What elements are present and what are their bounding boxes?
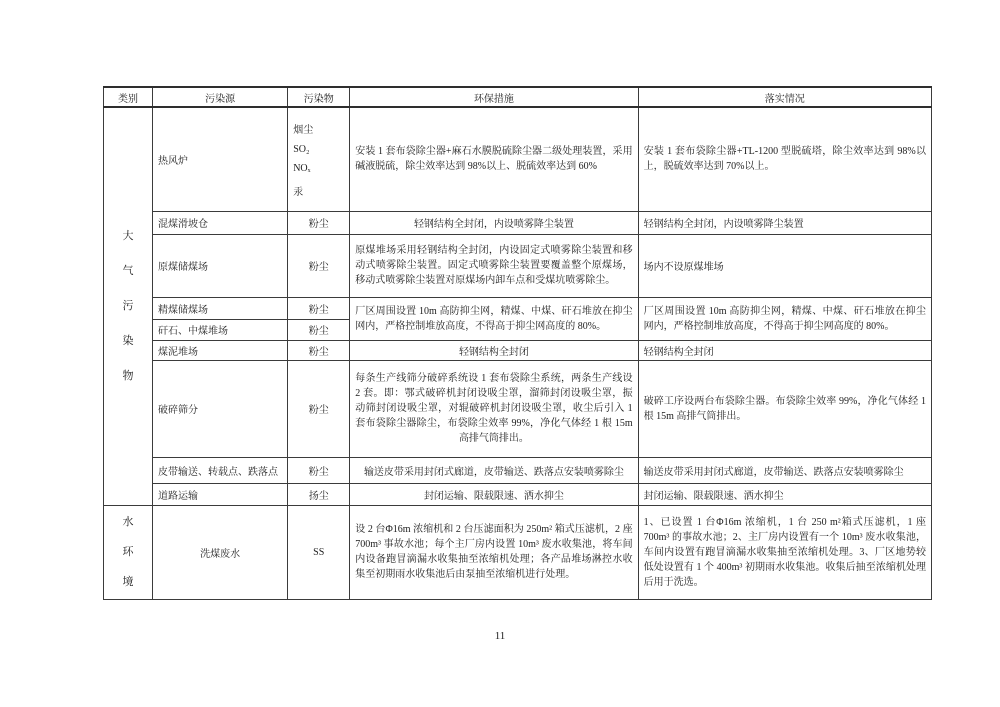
table-row (104, 340, 932, 360)
cell-pollutant: 粉尘 (288, 297, 350, 319)
cell-source: 洗煤废水 (153, 505, 288, 599)
table-row (104, 457, 932, 483)
cell-source: 破碎筛分 (153, 360, 288, 457)
cell-source: 混煤滑坡仓 (153, 211, 288, 234)
cell-source: 精煤储煤场 (153, 297, 288, 319)
cell-implementation: 输送皮带采用封闭式廊道，皮带输送、跌落点安装喷雾除尘 (638, 457, 931, 483)
cell-source: 原煤储煤场 (153, 234, 288, 297)
cell-measures-merged: 厂区周围设置 10m 高防抑尘网，精煤、中煤、矸石堆放在抑尘网内，严格控制堆放高度，不得高于抑尘网高度的 80%。 (350, 297, 638, 340)
header-implementation: 落实情况 (638, 87, 931, 107)
pollution-control-table (103, 86, 932, 600)
cell-measures: 轻钢结构全封闭，内设喷雾降尘装置 (350, 211, 638, 234)
header-measures: 环保措施 (350, 87, 638, 107)
cell-pollutant: 扬尘 (288, 483, 350, 505)
cell-measures: 设 2 台Φ16m 浓缩机和 2 台压滤面积为 250m² 箱式压滤机，2 座 700m³ 事故水池；每个主厂房内设置 10m³ 废水收集池，将车间内设备跑冒滴漏水收集抽至浓缩机处理；各产品堆场淋控水收集至初期雨水收集池后由泵抽至浓缩机进行处理。 (350, 505, 638, 599)
cell-measures: 输送皮带采用封闭式廊道，皮带输送、跌落点安装喷雾除尘 (350, 457, 638, 483)
table-row (104, 297, 932, 319)
cell-pollutant: 粉尘 (288, 211, 350, 234)
table-row (104, 107, 932, 211)
cell-measures: 封闭运输、限载限速、洒水抑尘 (350, 483, 638, 505)
table-header-row (104, 87, 932, 107)
cell-pollutant: SS (288, 505, 350, 599)
cell-pollutant: 粉尘 (288, 234, 350, 297)
cell-implementation: 轻钢结构全封闭 (638, 340, 931, 360)
header-pollutant: 污染物 (288, 87, 350, 107)
table-row (104, 505, 932, 599)
cell-pollutant: 粉尘 (288, 319, 350, 340)
cell-source: 煤泥堆场 (153, 340, 288, 360)
cell-measures: 轻钢结构全封闭 (350, 340, 638, 360)
cell-source: 道路运输 (153, 483, 288, 505)
table-row (104, 483, 932, 505)
cell-implementation: 安装 1 套布袋除尘器+TL-1200 型脱硫塔，除尘效率达到 98%以上，脱硫效率达到 70%以上。 (638, 107, 931, 211)
page-number: 11 (494, 630, 506, 642)
cell-source: 矸石、中煤堆场 (153, 319, 288, 340)
cell-source: 皮带输送、转载点、跌落点 (153, 457, 288, 483)
category-air-vertical-label: 大 气 污 染 物 (122, 229, 134, 382)
cell-source: 热风炉 (153, 107, 288, 211)
header-category: 类别 (104, 87, 153, 107)
cell-pollutant: 粉尘 (288, 360, 350, 457)
cell-measures: 每条生产线筛分破碎系统设 1 套布袋除尘系统，两条生产线设 2 套。即：鄂式破碎机封闭设吸尘罩，溜筛封闭设吸尘罩，振动筛封闭设吸尘罩，对辊破碎机封闭设吸尘罩，收尘后引入 1 套布袋除尘器除尘，布袋除尘效率 99%，净化气体经 1 根 15m 高排气筒排出。 (350, 360, 638, 457)
cell-implementation-merged: 厂区周围设置 10m 高防抑尘网，精煤、中煤、矸石堆放在抑尘网内，严格控制堆放高度，不得高于抑尘网高度的 80%。 (638, 297, 931, 340)
category-water-vertical-label: 水 环 境 (122, 515, 134, 588)
pollutant-list: 烟尘 SO₂ NOₓ 汞 (293, 124, 314, 198)
cell-pollutant: 粉尘 (288, 340, 350, 360)
cell-implementation: 轻钢结构全封闭，内设喷雾降尘装置 (638, 211, 931, 234)
cell-implementation: 1、已设置 1 台Φ16m 浓缩机，1 台 250 m²箱式压滤机，1 座 700m³ 的事故水池；2、主厂房内设置有一个 10m³ 废水收集池，车间内设置有跑冒滴漏水收集抽至浓缩机处理。3、厂区地势较低处设置有 1 个 400m³ 初期雨水收集池。收集后抽至浓缩机处理后用于洗选。 (638, 505, 931, 599)
table-row (104, 360, 932, 457)
table-row (104, 211, 932, 234)
category-water-environment (104, 505, 153, 599)
cell-pollutant: 粉尘 (288, 457, 350, 483)
cell-implementation: 场内不设原煤堆场 (638, 234, 931, 297)
table-row (104, 234, 932, 297)
cell-measures: 安装 1 套布袋除尘器+麻石水膜脱硫除尘器二级处理装置，采用碱液脱硫，除尘效率达到 98%以上、脱硫效率达到 60% (350, 107, 638, 211)
category-air-pollutants (104, 107, 153, 505)
header-source: 污染源 (153, 87, 288, 107)
cell-implementation: 封闭运输、限载限速、洒水抑尘 (638, 483, 931, 505)
cell-measures: 原煤堆场采用轻钢结构全封闭，内设固定式喷雾除尘装置和移动式喷雾除尘装置。固定式喷雾除尘装置要覆盖整个原煤场，移动式喷雾除尘装置对原煤场内卸车点和受煤坑喷雾除尘。 (350, 234, 638, 297)
cell-implementation: 破碎工序设两台布袋除尘器。布袋除尘效率 99%，净化气体经 1 根 15m 高排气筒排出。 (638, 360, 931, 457)
cell-pollutants (288, 107, 350, 211)
